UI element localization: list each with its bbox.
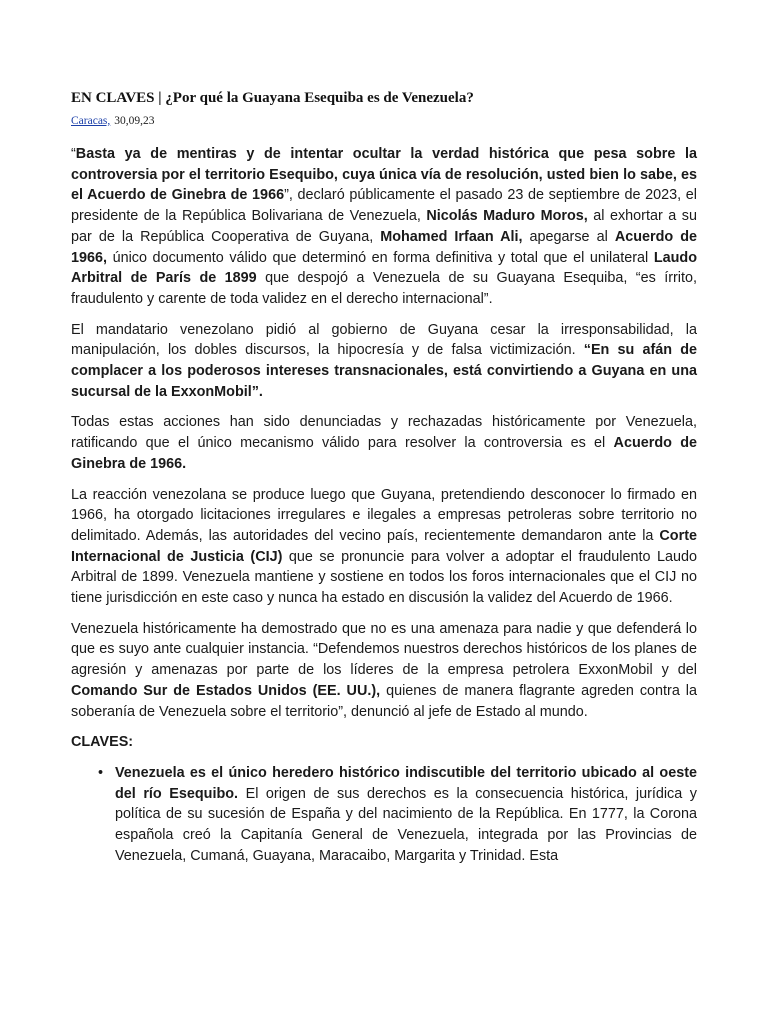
article-body [71,144,697,867]
paragraph-4: La reacción venezolana se produce luego que Guyana, pretendiendo desconocer lo firmado en 1966, ha otorgado licitaciones irregulares e ilegales a empresas petroleras sobre territorio no delimitado. Además, las autoridades del vecino país, recientemente demandaron ante la Corte Internacional de Justicia (CIJ) que se pronuncie para volver a adoptar el fraudulento Laudo Arbitral de 1899. Venezuela mantiene y sostiene en todos los foros internacionales que el CIJ no tiene jurisdicción en este caso y nunca ha estado en discusión la validez del Acuerdo de 1966. [71,486,698,607]
laudo-arbitral: Laudo Arbitral de París de 1899 [71,249,697,287]
article-title: EN CLAVES | ¿Por qué la Guayana Esequiba es de Venezuela? [71,90,474,106]
name-maduro: Nicolás Maduro Moros, [426,208,588,225]
corte-internacional: Corte Internacional de Justicia (CIJ) [71,527,697,565]
comando-sur: Comando Sur de Estados Unidos (EE. UU.), [71,682,381,699]
claves-list [71,763,697,867]
paragraph-1: “Basta ya de mentiras y de intentar ocultar la verdad histórica que pesa sobre la controversia por el territorio Esequibo, cuya única vía de resolución, usted bien lo sabe, es el Acuerdo de Ginebra de 1966”, declaró públicamente el pasado 23 de septiembre de 2023, el presidente de la República Bolivariana de Venezuela, Nicolás Maduro Moros, al exhortar a su par de la República Cooperativa de Guyana, Mohamed Irfaan Ali, apegarse al Acuerdo de 1966, único documento válido que determinó en forma definitiva y total que el unilateral Laudo Arbitral de París de 1899 que despojó a Venezuela de su Guayana Esequiba, “es írrito, fraudulento y carente de toda validez en el derecho internacional”. [71,146,698,307]
name-ali: Mohamed Irfaan Ali, [380,228,523,245]
list-item [115,763,697,867]
place-link[interactable]: Caracas, [71,115,111,127]
paragraph-3: Todas estas acciones han sido denunciadas y rechazadas históricamente por Venezuela, ratificando que el único mecanismo válido para resolver la controversia es el Acuerdo de Ginebra de 1966. [71,414,697,472]
dateline [71,114,697,128]
quote-bold: Basta ya de mentiras y de intentar ocultar la verdad histórica que pesa sobre la controversia por el territorio Esequibo, cuya única vía de resolución, usted bien lo sabe, es el Acuerdo de Ginebra de 1966 [71,146,697,204]
quote-exxon: “En su afán de complacer a los poderosos intereses transnacionales, está convirtiendo a Guyana en una sucursal de la ExxonMobil”. [71,342,697,400]
list-item-bold: Venezuela es el único heredero histórico indiscutible del territorio ubicado al oeste del río Esequibo. [115,764,697,802]
acuerdo-1966: Acuerdo de 1966, [71,228,698,266]
article [71,88,697,867]
paragraph-5: Venezuela históricamente ha demostrado que no es una amenaza para nadie y que defenderá lo que es suyo ante cualquier instancia. “Defendemos nuestros derechos históricos de los planes de agresión y amenazas por parte de los líderes de la empresa petrolera ExxonMobil y del Comando Sur de Estados Unidos (EE. UU.), quienes de manera flagrante agreden contra la soberanía de Venezuela sobre el territorio”, denunció al jefe de Estado al mundo. [71,620,697,720]
article-date: 30,09,23 [114,115,155,127]
claves-heading: CLAVES: [71,734,134,751]
list-item-text: El origen de sus derechos es la consecuencia histórica, jurídica y política de su sucesión de España y del nacimiento de la República. En 1777, la Corona española creó la Capitanía General de Venezuela, integrada por las Provincias de Venezuela, Cumaná, Guayana, Maracaibo, Margarita y Trinidad. Esta [115,785,697,864]
paragraph-2: El mandatario venezolano pidió al gobierno de Guyana cesar la irresponsabilidad, la manipulación, los dobles discursos, la hipocresía y de falsa victimización. “En su afán de complacer a los poderosos intereses transnacionales, está convirtiendo a Guyana en una sucursal de la ExxonMobil”. [71,321,697,400]
acuerdo-ginebra: Acuerdo de Ginebra de 1966. [71,435,697,472]
